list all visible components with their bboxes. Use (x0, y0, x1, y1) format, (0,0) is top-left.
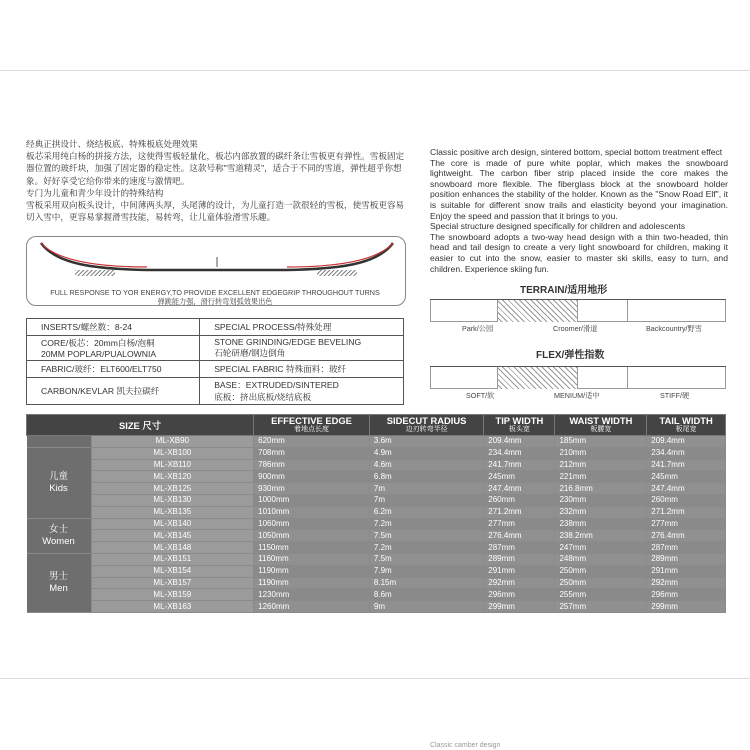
value-cell: 786mm (254, 459, 370, 471)
value-cell: 7m (369, 483, 483, 495)
value-cell: 250mm (555, 565, 647, 577)
value-cell: 7m (369, 494, 483, 506)
value-cell: 7.9m (369, 565, 483, 577)
board-caption (26, 288, 404, 306)
zh-line-4: 雪板采用双向板头设计，中间薄两头厚，头尾薄的设计，为儿童打造一款很轻的雪板，使雪板更容易切入雪中，更容易掌握滑雪技能，易转弯，让儿童体验滑雪乐趣。 (26, 200, 405, 223)
model-cell: ML-XB140 (91, 518, 254, 530)
terrain-level-fill (497, 300, 577, 322)
value-cell: 7.5m (369, 530, 483, 542)
model-cell: ML-XB110 (91, 459, 254, 471)
spec-table (26, 318, 404, 405)
flex-label-medium: MENIUM/适中 (554, 391, 600, 400)
group-label-zh: 女士 (48, 523, 68, 535)
terrain-title: TERRAIN/适用地形 (520, 285, 608, 296)
model-cell: ML-XB145 (91, 530, 254, 542)
value-cell: 209.4mm (647, 436, 726, 448)
value-cell: 1150mm (254, 542, 370, 554)
model-cell: ML-XB159 (91, 589, 254, 601)
value-cell: 185mm (555, 436, 647, 448)
table-row (27, 530, 726, 542)
model-cell: ML-XB100 (91, 447, 254, 459)
value-cell: 255mm (555, 589, 647, 601)
value-cell: 245mm (484, 471, 555, 483)
model-cell: ML-XB125 (91, 483, 254, 495)
col-size: SIZE 尺寸 (27, 415, 254, 436)
size-group-label (27, 518, 92, 553)
value-cell: 248mm (555, 553, 647, 565)
value-cell: 287mm (484, 542, 555, 554)
col-effective-edge: EFFECTIVE EDGE 着地点长度 (254, 415, 370, 436)
flex-level-fill (497, 367, 577, 389)
spec-row (27, 361, 404, 378)
value-cell: 6.2m (369, 506, 483, 518)
value-cell: 930mm (254, 483, 370, 495)
english-description (430, 147, 728, 274)
value-cell: 234.4mm (647, 447, 726, 459)
terrain-bar (430, 300, 726, 322)
table-row (27, 518, 726, 530)
table-row (27, 436, 726, 448)
spec-row (27, 336, 404, 361)
model-cell: ML-XB163 (91, 601, 254, 613)
en-line-1: Classic positive arch design, sintered bottom, special bottom treatment effect (430, 147, 723, 157)
value-cell: 299mm (484, 601, 555, 613)
model-cell: ML-XB90 (91, 436, 254, 448)
table-row (27, 553, 726, 565)
size-table-body (27, 436, 726, 613)
zh-line-2: 板芯采用纯白杨的拼接方法，这使得雪板轻量化，板芯内部放置的碳纤条让雪板更有弹性。雪板固定器位置的玻纤块，加强了固定器的稳定性。这款号称"雪道精灵"，适合于不同的雪道，弹性超乎你想象。好好享受它给你带来的速度与激情吧。 (26, 151, 405, 186)
value-cell: 238.2mm (555, 530, 647, 542)
spec-right: SPECIAL PROCESS/特殊处理 (200, 319, 404, 336)
value-cell: 4.9m (369, 447, 483, 459)
value-cell: 234.4mm (484, 447, 555, 459)
chinese-description (26, 138, 406, 223)
value-cell: 221mm (555, 471, 647, 483)
value-cell: 900mm (254, 471, 370, 483)
zh-line-1: 经典正拱设计、烧结板底、特殊板底处理效果 (26, 139, 198, 149)
value-cell: 1050mm (254, 530, 370, 542)
value-cell: 232mm (555, 506, 647, 518)
value-cell: 620mm (254, 436, 370, 448)
value-cell: 247.4mm (647, 483, 726, 495)
board-caption-en: FULL RESPONSE TO YOR ENERGY,TO PROVIDE EXCELLENT EDGEGRIP THROUGHOUT TURNS (50, 288, 380, 297)
en-line-2: The core is made of pure white poplar, which makes the snowboard lightweight. The carbon fiber strip placed inside the core makes the snowboard more flexible. The fiberglass block at the snowboard holder position enhances the stability of the holder. Known as the "Snow Road Elf", it is suitable for different snow trails and elasticity beyond your imagination. Enjoy the speed and passion that it brings to you. (430, 157, 728, 221)
model-cell: ML-XB120 (91, 471, 254, 483)
flex-label-soft: SOFT/软 (466, 391, 495, 400)
value-cell: 245mm (647, 471, 726, 483)
spec-left: CARBON/KEVLAR 凯夫拉碳纤 (27, 378, 200, 405)
value-cell: 289mm (484, 553, 555, 565)
size-group-label (27, 436, 92, 448)
model-cell: ML-XB130 (91, 494, 254, 506)
group-label-en: Women (42, 535, 75, 547)
value-cell: 257mm (555, 601, 647, 613)
spec-row (27, 378, 404, 405)
spec-row (27, 319, 404, 336)
en-line-3: Special structure designed specifically for children and adolescents (430, 221, 686, 232)
value-cell: 7.2m (369, 518, 483, 530)
size-table (26, 414, 726, 613)
value-cell: 296mm (484, 589, 555, 601)
terrain-label-park: Park/公园 (462, 324, 494, 333)
value-cell: 260mm (647, 494, 726, 506)
value-cell: 7.5m (369, 553, 483, 565)
value-cell: 216.8mm (555, 483, 647, 495)
value-cell: 3.6m (369, 436, 483, 448)
value-cell: 708mm (254, 447, 370, 459)
value-cell: 1000mm (254, 494, 370, 506)
spec-right: STONE GRINDING/EDGE BEVELING 石轮研磨/钢边倒角 (200, 336, 404, 361)
value-cell: 271.2mm (647, 506, 726, 518)
col-sidecut-radius: SIDECUT RADIUS 边刃转弯半径 (369, 415, 483, 436)
value-cell: 277mm (484, 518, 555, 530)
value-cell: 212mm (555, 459, 647, 471)
value-cell: 1160mm (254, 553, 370, 565)
table-row (27, 565, 726, 577)
value-cell: 210mm (555, 447, 647, 459)
size-group-label (27, 447, 92, 518)
table-row (27, 506, 726, 518)
bottom-divider (0, 678, 750, 679)
col-tip-width: TIP WIDTH 板头宽 (484, 415, 555, 436)
value-cell: 1230mm (254, 589, 370, 601)
size-table-header (27, 415, 726, 436)
value-cell: 241.7mm (484, 459, 555, 471)
table-row (27, 601, 726, 613)
value-cell: 9m (369, 601, 483, 613)
model-cell: ML-XB135 (91, 506, 254, 518)
terrain-label-groomer: Croomer/滑道 (553, 324, 598, 333)
flex-tick (497, 367, 498, 389)
flex-scale (430, 366, 726, 401)
value-cell: 250mm (555, 577, 647, 589)
col-waist-width: WAIST WIDTH 板腰宽 (555, 415, 647, 436)
table-row (27, 447, 726, 459)
value-cell: 6.8m (369, 471, 483, 483)
flex-tick (627, 367, 628, 389)
value-cell: 292mm (647, 577, 726, 589)
value-cell: 287mm (647, 542, 726, 554)
board-camber-illustration (27, 237, 405, 287)
value-cell: 277mm (647, 518, 726, 530)
value-cell: 209.4mm (484, 436, 555, 448)
spec-right: SPECIAL FABRIC 特殊面料：玻纤 (200, 361, 404, 378)
board-caption-zh: 弹跳能力强，滑行转弯划弧效果出色 (157, 297, 273, 306)
value-cell: 247.4mm (484, 483, 555, 495)
terrain-label-backcountry: Backcountry/野雪 (646, 324, 702, 333)
table-row (27, 471, 726, 483)
en-line-4: The snowboard adopts a two-way head design with a thin two-headed, thin head and tail design to create a very light snowboard for children, making it easier to cut into the snow, easier to master ski skills, easy to turn, and children. Experience skiing fun. (430, 231, 728, 274)
value-cell: 1010mm (254, 506, 370, 518)
col-tail-width: TAIL WIDTH 板尾宽 (647, 415, 726, 436)
value-cell: 4.6m (369, 459, 483, 471)
value-cell: 296mm (647, 589, 726, 601)
value-cell: 299mm (647, 601, 726, 613)
top-divider (0, 70, 750, 71)
model-cell: ML-XB148 (91, 542, 254, 554)
value-cell: 271.2mm (484, 506, 555, 518)
value-cell: 1260mm (254, 601, 370, 613)
value-cell: 1190mm (254, 565, 370, 577)
model-cell: ML-XB157 (91, 577, 254, 589)
spec-right: BASE：EXTRUDED/SINTERED 底板：挤出底板/烧结底板 (200, 378, 404, 405)
value-cell: 291mm (647, 565, 726, 577)
table-row (27, 542, 726, 554)
bottom-caption: Classic camber design (430, 742, 501, 749)
table-row (27, 459, 726, 471)
value-cell: 241.7mm (647, 459, 726, 471)
value-cell: 247mm (555, 542, 647, 554)
group-label-en: Kids (49, 482, 68, 494)
group-label-en: Men (49, 582, 68, 594)
flex-label-stiff: STIFF/硬 (660, 391, 690, 400)
terrain-tick (577, 300, 578, 322)
value-cell: 276.4mm (484, 530, 555, 542)
table-row (27, 483, 726, 495)
flex-title: FLEX/弹性指数 (536, 350, 605, 361)
value-cell: 8.15m (369, 577, 483, 589)
value-cell: 8.6m (369, 589, 483, 601)
value-cell: 230mm (555, 494, 647, 506)
spec-left: INSERTS/螺丝数：8-24 (27, 319, 200, 336)
zh-line-3: 专门为儿童和青少年设计的特殊结构 (26, 187, 164, 198)
size-group-label (27, 553, 92, 612)
value-cell: 276.4mm (647, 530, 726, 542)
table-row (27, 577, 726, 589)
model-cell: ML-XB154 (91, 565, 254, 577)
flex-tick (577, 367, 578, 389)
value-cell: 291mm (484, 565, 555, 577)
value-cell: 289mm (647, 553, 726, 565)
terrain-tick (497, 300, 498, 322)
table-row (27, 589, 726, 601)
value-cell: 292mm (484, 577, 555, 589)
table-row (27, 494, 726, 506)
terrain-tick (627, 300, 628, 322)
value-cell: 238mm (555, 518, 647, 530)
value-cell: 7.2m (369, 542, 483, 554)
value-cell: 1190mm (254, 577, 370, 589)
value-cell: 260mm (484, 494, 555, 506)
flex-bar (430, 367, 726, 389)
group-label-zh: 儿童 (48, 470, 68, 482)
model-cell: ML-XB151 (91, 553, 254, 565)
spec-left: FABRIC/玻纤：ELT600/ELT750 (27, 361, 200, 378)
terrain-scale (430, 299, 726, 334)
spec-left: CORE/板芯：20mm白杨/泡桐 20MM POPLAR/PUALOWNIA (27, 336, 200, 361)
value-cell: 1060mm (254, 518, 370, 530)
group-label-zh: 男士 (48, 570, 68, 582)
